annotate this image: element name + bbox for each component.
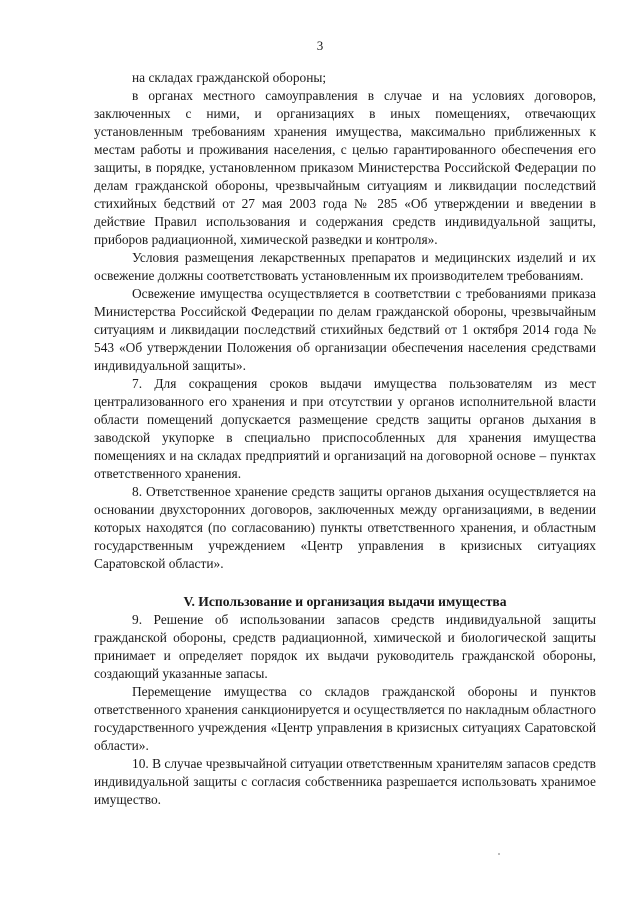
scan-speck (498, 853, 500, 855)
paragraph-item-9: 9. Решение об использовании запасов средств индивидуальной защиты гражданской обороны, средств радиационной, химической и биологической защиты принимает и определяет порядок их выдачи руководитель гражданской обороны, создающий указанные запасы. (94, 612, 596, 681)
paragraph: в органах местного самоуправления в случае и на условиях договоров, заключенных с ними, и организациях в иных помещениях, отвечающих установленным требованиям хранения имущества, максимально приближенных к местам работы и проживания населения, с целью гарантированного обеспечения его защиты, в порядке, установленном приказом Министерства Российской Федерации по делам гражданской обороны, чрезвычайным ситуациям и ликвидации последствий стихийных бедствий от 27 мая 2003 года № 285 «Об утверждении и введении в действие Правил использования и содержания средств индивидуальной защиты, приборов радиационной, химической разведки и контроля». (94, 88, 596, 247)
paragraph-item-10: 10. В случае чрезвычайной ситуации ответственным хранителям запасов средств индивидуальной защиты с согласия собственника разрешается использовать хранимое имущество. (94, 756, 596, 807)
paragraph: Перемещение имущества со складов гражданской обороны и пунктов ответственного хранения санкционируется и осуществляется по накладным областного государственного учреждения «Центр управления в кризисных ситуациях Саратовской области». (94, 684, 596, 753)
paragraph: на складах гражданской обороны; (132, 70, 327, 85)
paragraph: Освежение имущества осуществляется в соответствии с требованиями приказа Министерства Российской Федерации по делам гражданской обороны, чрезвычайным ситуациям и ликвидации последствий стихийных бедствий от 1 октября 2014 года № 543 «Об утверждении Положения об организации обеспечения населения средствами индивидуальной защиты». (94, 286, 596, 373)
paragraph: Условия размещения лекарственных препаратов и медицинских изделий и их освежение должны соответствовать установленным их производителем требованиям. (94, 250, 596, 283)
page-number: 3 (316, 38, 324, 53)
paragraph-item-8: 8. Ответственное хранение средств защиты органов дыхания осуществляется на основании двухсторонних договоров, заключенных между организациями, в ведении которых находятся (по согласованию) пункты ответственного хранения, и областным государственным учреждением «Центр управления в кризисных ситуациях Саратовской области». (94, 484, 596, 571)
section-heading: V. Использование и организация выдачи имущества (183, 594, 507, 609)
paragraph-item-7: 7. Для сокращения сроков выдачи имущества пользователям из мест централизованного его хранения и при отсутствии у органов исполнительной власти области помещений допускается размещение средств защиты органов дыхания в заводской укупорке в специально приспособленных для хранения имущества помещениях и на складах предприятий и организаций на договорной основе – пунктах ответственного хранения. (94, 376, 596, 481)
document-body (94, 69, 596, 809)
